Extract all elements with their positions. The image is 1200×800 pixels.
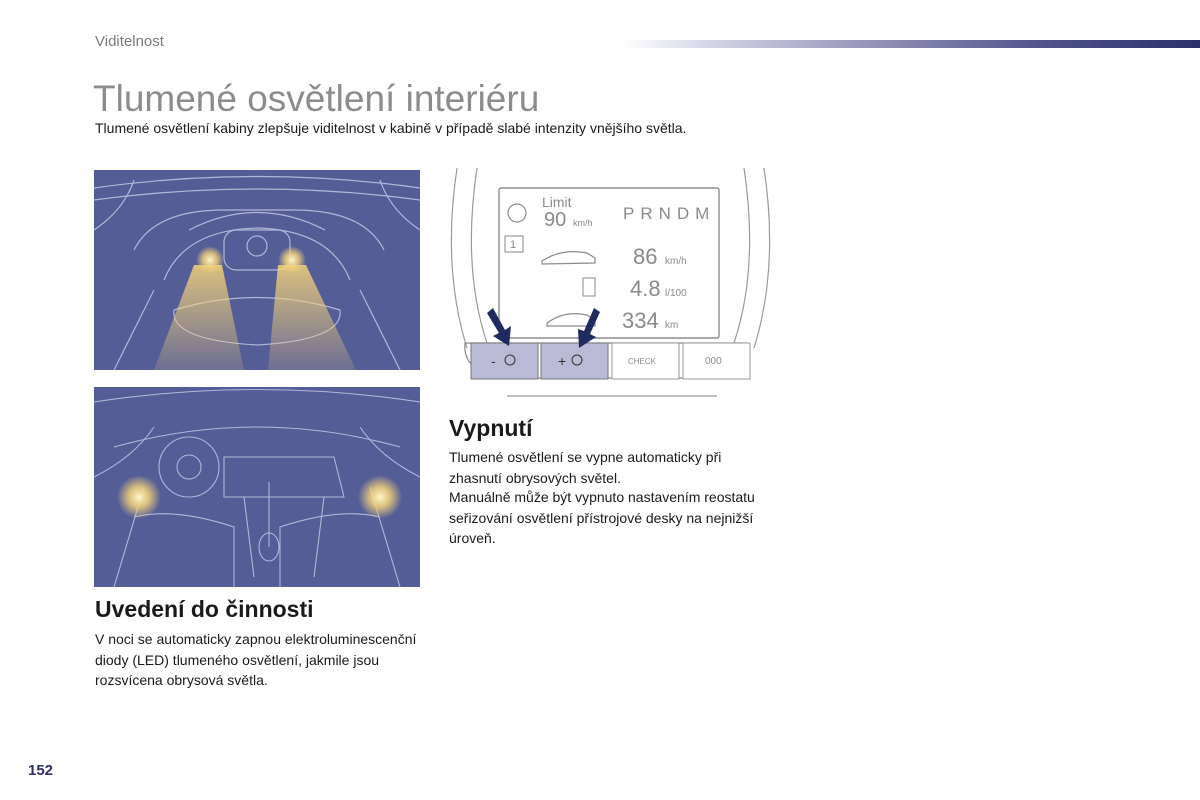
vypnuti-paragraph-2: Manuálně může být vypnuto nastavením reostatu seřizování osvětlení přístrojové desky na nejnižší úroveň. bbox=[449, 489, 755, 546]
dimmer-plus-button bbox=[541, 343, 608, 379]
uvedeni-paragraph-1: V noci se automaticky zapnou elektroluminescenční diody (LED) tlumeného osvětlení, jakmile jsou rozsvícena obrysová světla. bbox=[95, 631, 417, 688]
limit-label: Limit bbox=[542, 194, 572, 210]
limit-value: 90 bbox=[544, 209, 567, 231]
range-value: 334 bbox=[622, 308, 659, 333]
header-accent-bar bbox=[620, 40, 1200, 48]
check-button: CHECK bbox=[628, 357, 657, 366]
page-title: Tlumené osvětlení interiéru bbox=[93, 78, 540, 119]
zero-button: 000 bbox=[705, 356, 722, 367]
dimmer-minus-button bbox=[471, 343, 538, 379]
section-heading-uvedeni: Uvedení do činnosti bbox=[95, 596, 314, 622]
gear-indicator: 1 bbox=[510, 239, 517, 251]
speed-unit: km/h bbox=[665, 256, 687, 267]
limit-unit: km/h bbox=[573, 218, 593, 228]
vypnuti-paragraph-1: Tlumené osvětlení se vypne automaticky při zhasnutí obrysových světel. bbox=[449, 449, 722, 486]
consumption-unit: l/100 bbox=[665, 288, 687, 299]
dashboard-display-illustration bbox=[447, 168, 774, 400]
ceiling-lights-illustration bbox=[94, 170, 420, 370]
section-heading-vypnuti: Vypnutí bbox=[449, 415, 533, 441]
gear-selector: PRNDM bbox=[623, 204, 716, 223]
page-intro: Tlumené osvětlení kabiny zlepšuje viditelnost v kabině v případě slabé intenzity vnějšího světla. bbox=[95, 120, 687, 136]
speed-value: 86 bbox=[633, 244, 658, 269]
section-label: Viditelnost bbox=[95, 33, 164, 50]
minus-label: - bbox=[491, 353, 496, 369]
page-number: 152 bbox=[28, 762, 54, 779]
footwell-lights-illustration bbox=[94, 387, 420, 587]
consumption-value: 4.8 bbox=[630, 276, 661, 301]
range-unit: km bbox=[665, 320, 679, 331]
plus-label: + bbox=[558, 353, 567, 369]
